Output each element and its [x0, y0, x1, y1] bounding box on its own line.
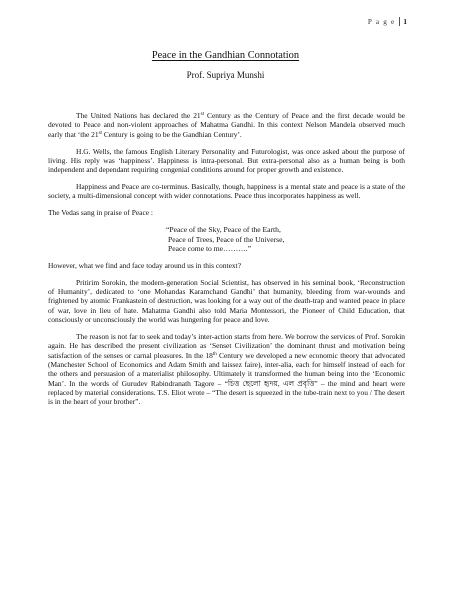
page-label: P a g e [367, 17, 396, 26]
paragraph-hg-wells: H.G. Wells, the famous English Literary Personality and Futurologist, was once asked about the purpose of living. His reply was ‘happiness’. Happiness is intra-personal. But extra-personal also as a human being is both independent and dependant requiring congenial conditions around for proper growth and existence. [48, 146, 405, 175]
header-divider [399, 17, 400, 26]
author-name: Prof. Supriya Munshi [186, 70, 265, 80]
paragraph-sorokin: Pritirim Sorokin, the modern-generation Social Scientist, has observed in his seminal book, ‘Reconstruction of Humanity’, dedicated to ‘one Mohandas Karamchand Gandhi’ that humanity, bleeding from war-wounds and frightened by atomic Frankastein of destruction, was looking for a way out of the death-trap and wanted peace in place of war, love in lieu of hate. Mahatma Gandhi also told Maria Montessori, the Pioneer of Child Education, that consciously or unconsciously the world was hungering for peace and love. [48, 277, 405, 325]
paragraph-un-declaration: The United Nations has declared the 21st Century as the Century of Peace and the first decade would be devoted to Peace and non-violent approaches of Mahatma Gandhi. In this context Nelson Mandela observed much early that ‘the 21st Century is going to be the Gandhian Century’. [48, 111, 405, 139]
paragraph-vedas: The Vedas sang in praise of Peace : [48, 208, 153, 218]
paragraph-question: However, what we find and face today around us in this context? [48, 260, 242, 270]
verse-line-1: “Peace of the Sky, Peace of the Earth, [166, 225, 281, 235]
paragraph-senset-civilization: The reason is not far to seek and today’s inter-action starts from here. We borrow the services of Prof. Sorokin again. He has described the present civilization as ‘Senset Civilization’ the dominant thrust and motivation being satisfaction of the senses or carnal pleasures. In the 18th Century we developed a new economic theory that advocated (Manchester School of Economics and Adam Smith and laissez faire), inter-alia, each for himself instead of each for the others and persuasion of a materialist philosophy. Ultimately it transformed the human being into the ‘Economic Man’. In the words of Gurudev Rabindranath Tagore – “চিত্ত ছেলো হৃদয়, এল প্রবৃত্তি” – the mind and heart were replaced by material considerations. T.S. Eliot wrote – “The desert is squeezed in the tube-train next to you / The desert is in the heart of your brother”. [48, 331, 405, 407]
verse-line-3: Peace come to me……….” [168, 243, 252, 253]
document-title: Peace in the Gandhian Connotation [151, 50, 300, 61]
vedic-verse [166, 225, 405, 253]
verse-line-2: Peace of Trees, Peace of the Universe, [168, 234, 285, 244]
document-body [48, 111, 405, 414]
paragraph-happiness-peace: Happiness and Peace are co-terminus. Basically, though, happiness is a mental state and peace is a state of the society, a multi-dimensional concept with wider connotations. Peace thus incorporates happiness as well. [48, 182, 405, 201]
page-number: 1 [403, 17, 407, 26]
page-header [368, 17, 407, 26]
